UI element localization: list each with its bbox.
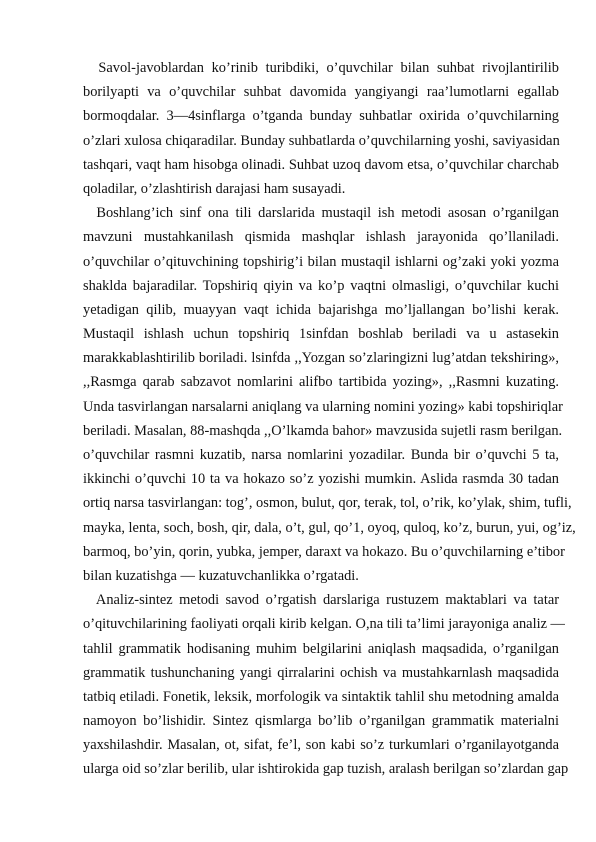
paragraph-2-line-16: bilan kuzatishga — kuzatuvchanlikka o’rgatadi.	[83, 567, 359, 584]
paragraph-3-line-3: tahlil grammatik hodisaning muhim belgilarini aniqlash maqsadida, o’rganilgan	[83, 640, 559, 657]
paragraph-1-line-4: o’zlari xulosa chiqaradilar. Bunday suhbatlarda o’quvchilarning yoshi, saviyasidan	[83, 132, 560, 149]
paragraph-2-line-3: o’quvchilar o’qituvchining topshirig’i bilan mustaqil ishlarni og’zaki yoki yozma	[83, 253, 559, 270]
paragraph-3-line-1: Analiz-sintez metodi savod o’rgatish darslariga rustuzem maktablari va tatar	[83, 592, 559, 609]
paragraph-1-line-6: qoladilar, o’zlashtirish darajasi ham susayadi.	[83, 180, 346, 197]
paragraph-1-line-3: bormoqdalar. 3—4sinflarga o’tganda bunday suhbatlar oxirida o’quvchilarning	[83, 108, 559, 125]
paragraph-2-line-2: mavzuni mustahkanilash qismida mashqlar ishlash jarayonida qo’llaniladi.	[83, 229, 559, 246]
paragraph-1-line-2: borilyapti va o’quvchilar suhbat davomida yangiyangi raa’lumotlarni egallab	[83, 84, 559, 101]
paragraph-3-line-8: ularga oid so’zlar berilib, ular ishtirokida gap tuzish, aralash berilgan so’zlardan gap	[83, 761, 569, 778]
paragraph-2-line-11: o’quvchilar rasmni kuzatib, narsa nomlarini yozadilar. Bunda bir o’quvchi 5 ta,	[83, 447, 559, 463]
paragraph-2-line-5: yetadigan qilib, muayyan vaqt ichida bajarishga mo’ljallangan bo’lishi kerak.	[83, 301, 559, 318]
paragraph-3-line-5: tatbiq etiladi. Fonetik, leksik, morfologik va sintaktik tahlil shu metodning amalda	[83, 688, 559, 705]
paragraph-2-line-8: ,,Rasmga qarab sabzavot nomlarini alifbo tartibida yozing», ,,Rasmni kuzating.	[83, 374, 559, 391]
paragraph-2-line-4: shaklda bajaradilar. Topshiriq qiyin va ko’p vaqtni olmasligi, o’quvchilar kuchi	[83, 277, 559, 294]
paragraph-2-line-7: marakkablashtirilib boriladi. lsinfda ,,Yozgan so’zlaringizni lug’atdan tekshiring»,	[83, 350, 559, 367]
paragraph-2-line-6: Mustaqil ishlash uchun topshiriq 1sinfdan boshlab beriladi va u astasekin	[83, 326, 559, 343]
paragraph-3-line-6: namoyon bo’lishidir. Sintez qismlarga bo’lib o’rganilgan grammatik materialni	[83, 713, 559, 730]
paragraph-3-line-2: o’qituvchilarining faoliyati orqali kirib kelgan. O,na tili ta’limi jarayoniga analiz —	[83, 616, 565, 633]
document-body	[83, 56, 576, 782]
paragraph-2-line-9: Unda tasvirlangan narsalarni aniqlang va ularning nomini yozing» kabi topshiriqlar	[83, 398, 563, 415]
paragraph-2-line-13: ortiq narsa tasvirlangan: tog’, osmon, bulut, qor, terak, tol, o’rik, ko’ylak, shim, tufli,	[83, 495, 572, 512]
paragraph-2-line-14: mayka, lenta, soch, bosh, qir, dala, o’t, gul, qo’1, oyoq, quloq, ko’z, burun, yui, og’iz,	[83, 519, 576, 536]
paragraph-2-line-15: barmoq, bo’yin, qorin, yubka, jemper, daraxt va hokazo. Bu o’quvchilarning e’tibor	[83, 543, 565, 560]
paragraph-3-line-7: yaxshilashdir. Masalan, ot, sifat, fe’l, son kabi so’z turkumlari o’rganilayotganda	[83, 737, 559, 754]
paragraph-2-line-12: ikkinchi o’quvchi 10 ta va hokazo so’z yozishi mumkin. Aslida rasmda 30 tadan	[83, 471, 559, 488]
paragraph-1-line-1: Savol-javoblardan ko’rinib turibdiki, o’quvchilar bilan suhbat rivojlantirilib	[83, 60, 559, 76]
paragraph-2-line-10: beriladi. Masalan, 88-mashqda ,,O’lkamda bahor» mavzusida sujetli rasm berilgan.	[83, 422, 563, 439]
paragraph-3-line-4: grammatik tushunchaning yangi qirralarini ochish va mustahkarnlash maqsadida	[83, 664, 559, 681]
paragraph-1-line-5: tashqari, vaqt ham hisobga olinadi. Suhbat uzoq davom etsa, o’quvchilar charchab	[83, 156, 559, 173]
paragraph-2-line-1: Boshlang’ich sinf ona tili darslarida mustaqil ish metodi asosan o’rganilgan	[83, 205, 559, 222]
